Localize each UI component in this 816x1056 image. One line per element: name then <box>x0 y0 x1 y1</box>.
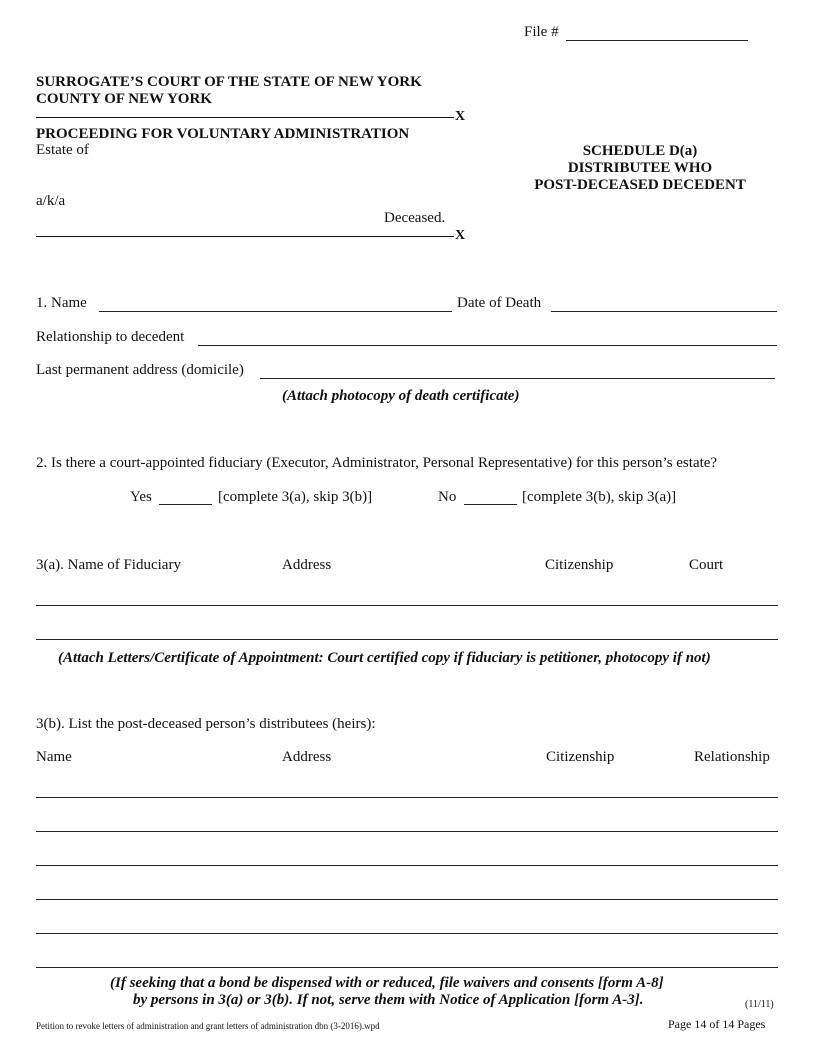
yes-label: Yes <box>130 489 152 505</box>
estate-of-label: Estate of <box>36 142 89 158</box>
bond-note-line-2: by persons in 3(a) or 3(b). If not, serve them with Notice of Application [form A-3]. <box>133 992 644 1008</box>
name-label: 1. Name <box>36 295 87 311</box>
yes-instruction: [complete 3(a), skip 3(b)] <box>218 489 373 505</box>
distributee-address-header: Address <box>282 749 332 765</box>
revision-date: (11/11) <box>745 999 774 1010</box>
no-field[interactable] <box>464 504 517 505</box>
court-name: SURROGATE’S COURT OF THE STATE OF NEW YORK <box>36 74 422 90</box>
relationship-label: Relationship to decedent <box>36 329 185 345</box>
letters-note: (Attach Letters/Certificate of Appointment: Court certified copy if fiduciary is petitioner, photocopy if not) <box>58 650 711 666</box>
distributee-name-header: Name <box>36 749 72 765</box>
fiduciary-court-header: Court <box>689 557 724 573</box>
county-name: COUNTY OF NEW YORK <box>36 91 212 107</box>
distributee-row-5[interactable] <box>36 933 778 934</box>
distributee-row-1[interactable] <box>36 797 778 798</box>
fiduciary-citizenship-header: Citizenship <box>545 557 614 573</box>
date-of-death-label: Date of Death <box>457 295 542 311</box>
file-number-label: File # <box>524 24 559 40</box>
distributee-citizenship-header: Citizenship <box>546 749 615 765</box>
caption-rule-top <box>36 117 454 118</box>
proceeding-title: PROCEEDING FOR VOLUNTARY ADMINISTRATION <box>36 126 410 142</box>
page-number: Page 14 of 14 Pages <box>668 1017 766 1031</box>
caption-rule-bottom <box>36 236 454 237</box>
relationship-field[interactable] <box>198 345 777 346</box>
bond-note-line-1: (If seeking that a bond be dispensed with or reduced, file waivers and consents [form A-8] <box>110 975 664 991</box>
no-label: No <box>438 489 457 505</box>
distributee-row-6[interactable] <box>36 967 778 968</box>
schedule-subtitle-1: DISTRIBUTEE WHO <box>567 160 713 176</box>
schedule-title: SCHEDULE D(a) <box>582 143 698 159</box>
fiduciary-name-header: 3(a). Name of Fiduciary <box>36 557 181 573</box>
fiduciary-address-header: Address <box>282 557 332 573</box>
distributee-row-2[interactable] <box>36 831 778 832</box>
distributees-heading: 3(b). List the post-deceased person’s distributees (heirs): <box>36 716 376 732</box>
distributee-row-3[interactable] <box>36 865 778 866</box>
date-of-death-field[interactable] <box>551 311 777 312</box>
schedule-subtitle-2: POST-DECEASED DECEDENT <box>534 177 746 193</box>
caption-x-top: X <box>455 109 466 124</box>
aka-label: a/k/a <box>36 193 66 209</box>
footer-filename: Petition to revoke letters of administration and grant letters of administration dbn (3-2016).wpd <box>36 1021 380 1031</box>
deceased-label: Deceased. <box>384 210 446 226</box>
fiduciary-question: 2. Is there a court-appointed fiduciary (Executor, Administrator, Personal Representative) for this person’s estate? <box>36 455 718 471</box>
distributee-relationship-header: Relationship <box>694 749 770 765</box>
domicile-label: Last permanent address (domicile) <box>36 362 244 378</box>
death-certificate-note: (Attach photocopy of death certificate) <box>282 388 520 404</box>
fiduciary-row-1[interactable] <box>36 605 778 606</box>
yes-field[interactable] <box>159 504 212 505</box>
distributee-row-4[interactable] <box>36 899 778 900</box>
name-field[interactable] <box>99 311 452 312</box>
caption-x-bottom: X <box>455 228 466 243</box>
file-number-field[interactable] <box>566 40 748 41</box>
fiduciary-row-2[interactable] <box>36 639 778 640</box>
domicile-field[interactable] <box>260 378 775 379</box>
no-instruction: [complete 3(b), skip 3(a)] <box>522 489 677 505</box>
